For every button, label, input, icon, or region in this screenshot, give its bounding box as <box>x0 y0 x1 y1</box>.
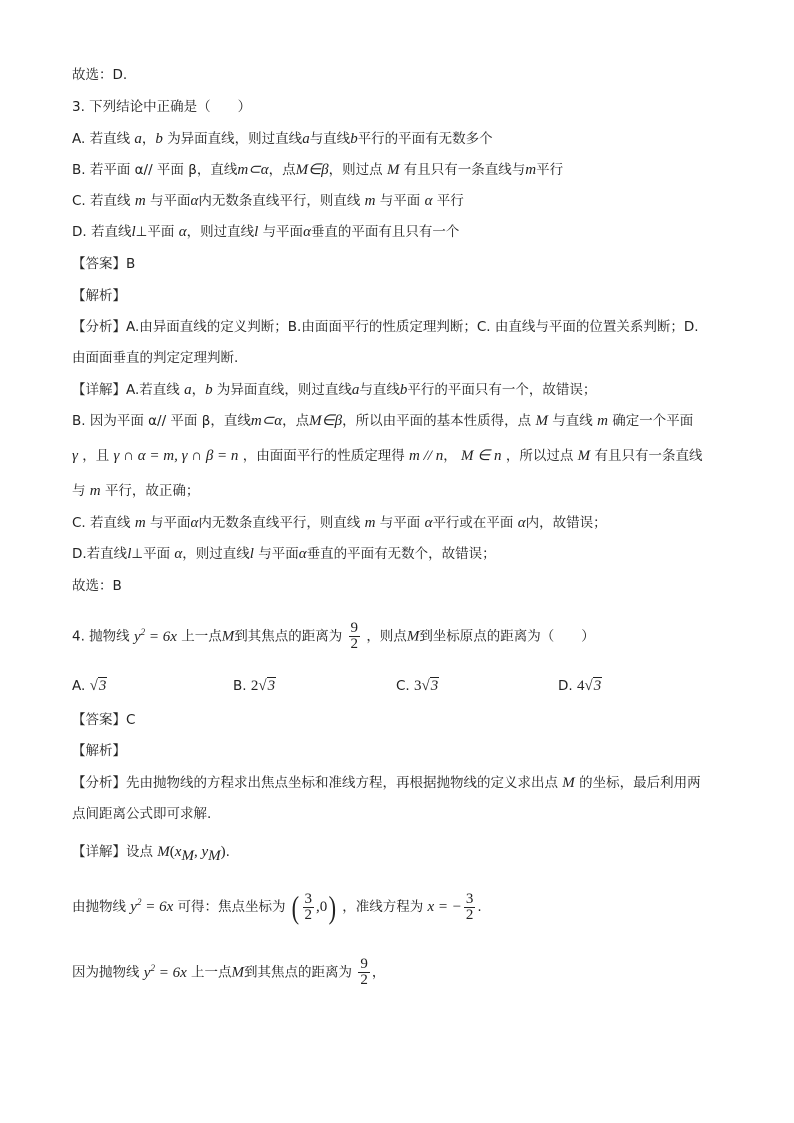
detail-4-line-3: 因为抛物线 $y^2 = 6x$ 上一点M到其焦点的距离为 $\frac{9}{2}$ ， <box>72 956 386 988</box>
math-intersection: γ ∩ α = m, γ ∩ β = n <box>113 448 239 464</box>
denominator: 2 <box>304 906 312 923</box>
math-M: M <box>231 964 245 981</box>
text: ，且 <box>82 448 110 464</box>
detail-4-line-1 <box>72 843 230 864</box>
detail-3-b-line-3 <box>72 482 199 500</box>
detail-4-line-2 <box>72 891 482 923</box>
text: 因为抛物线 <box>72 964 140 981</box>
text: 4. 抛物线 <box>72 628 130 645</box>
text: C. 若直线 <box>72 515 131 531</box>
text: 垂直的平面有无数个，故错误； <box>306 546 496 562</box>
text: ，点 <box>268 162 296 178</box>
text: 平行，故正确； <box>104 483 200 499</box>
question-3-stem <box>72 98 251 116</box>
text: A. 若直线 <box>72 131 131 147</box>
paren-left: ( <box>291 889 299 925</box>
numerator: 3 <box>465 890 474 907</box>
text: 到其焦点的距离为 <box>234 628 343 645</box>
text: C. 若直线 <box>72 193 131 209</box>
text: 点间距离公式即可求解. <box>72 806 212 822</box>
question-4-choice-b <box>233 677 276 695</box>
math-m-parallel-n: m // n <box>409 448 444 464</box>
question-3-option-a <box>72 130 493 148</box>
math-b: b <box>205 382 213 398</box>
math-M: M <box>577 448 591 464</box>
text: ，准线方程为 <box>342 899 424 915</box>
text: 【解析】 <box>72 743 126 759</box>
analysis-heading-4 <box>72 742 126 760</box>
text: ，则过直线 <box>186 224 255 240</box>
text: . <box>477 899 482 915</box>
sqrt-expression: 3√3 <box>414 678 439 694</box>
fraction-three-halves <box>464 892 476 923</box>
numerator: 9 <box>350 620 359 636</box>
text: 先由抛物线的方程求出焦点坐标和准线方程，再根据抛物线的定义求出点 <box>126 775 558 791</box>
math-alpha: α <box>298 546 307 562</box>
text: 为异面直线，则过直线 <box>167 131 303 147</box>
text: A.若直线 <box>126 382 180 398</box>
detail-3-a <box>72 381 596 399</box>
denominator: 2 <box>360 972 368 988</box>
radicand: 3 <box>593 678 602 694</box>
fraction-nine-halves <box>358 957 370 988</box>
text: 与直线 <box>359 382 400 398</box>
math-M-in-beta: M∈β <box>295 162 329 178</box>
math-point-coordinates: ($x_M$, $y_M$) <box>169 844 226 864</box>
math-alpha: α <box>303 224 311 240</box>
radicand: 3 <box>98 678 107 694</box>
text: 故选：B <box>72 578 122 594</box>
text: 内无数条直线平行，则直线 <box>198 193 361 209</box>
text: ，所以由平面的基本性质得，点 <box>342 413 532 429</box>
text: 【解析】 <box>72 288 126 304</box>
math-a: a <box>302 131 310 147</box>
text: 到其焦点的距离为 <box>244 964 353 981</box>
analysis-3-line-1 <box>72 318 699 336</box>
text: 【详解】 <box>72 382 126 398</box>
text: 有且只有一条直线 <box>594 448 703 464</box>
sqrt-expression: √3 <box>89 678 107 694</box>
text: 上一点 <box>191 964 232 981</box>
text: 有且只有一条直线与 <box>403 162 526 178</box>
math-b: b <box>155 131 163 147</box>
radicand: 3 <box>267 678 276 694</box>
math-m: m <box>364 193 376 209</box>
numerator: 9 <box>360 956 368 972</box>
choice-label: B. <box>233 678 247 694</box>
question-4-choice-c <box>396 677 439 695</box>
text: 内，故错误； <box>525 515 607 531</box>
denominator: 2 <box>465 906 474 923</box>
fraction-nine-halves <box>349 621 361 652</box>
text: ，则过点 <box>328 162 383 178</box>
analysis-4-line-2 <box>72 805 211 823</box>
math-m: m <box>89 483 101 499</box>
math-m: m <box>364 515 376 531</box>
math-parabola: $y^2 = 6x$ <box>143 962 187 981</box>
text: 平行或在平面 <box>432 515 514 531</box>
radicand: 3 <box>430 678 439 694</box>
math-m: m <box>597 413 608 429</box>
math-l: l <box>127 546 132 562</box>
answer-3 <box>72 255 135 273</box>
coefficient: 3 <box>414 678 422 694</box>
text: 与 <box>72 483 86 499</box>
text: 【分析】 <box>72 775 126 791</box>
text: 平行的平面只有一个，故错误； <box>407 382 597 398</box>
text: 垂直的平面有且只有一个 <box>310 224 460 240</box>
math-m: m <box>134 193 146 209</box>
text: ⊥平面 <box>131 546 171 562</box>
text: ，所以过点 <box>505 448 574 464</box>
denominator: 2 <box>350 636 359 652</box>
math-M-in-n: M ∈ n <box>461 448 502 464</box>
text: 为异面直线，则过直线 <box>216 382 352 398</box>
analysis-4-line-1 <box>72 774 701 792</box>
math-parabola: $y^2 = 6x$ <box>133 626 177 645</box>
text: 0 <box>319 899 328 915</box>
text: ，点 <box>282 413 310 429</box>
text: 与平面 <box>149 515 191 531</box>
math-l: l <box>131 224 136 240</box>
text: 与平面 <box>262 224 304 240</box>
math-M: M <box>406 628 420 645</box>
text: . <box>225 844 230 860</box>
analysis-3-line-2 <box>72 349 238 367</box>
math-alpha: α <box>424 193 433 209</box>
math-M-in-beta: M∈β <box>309 413 343 429</box>
math-m: m <box>525 162 537 178</box>
text: D. 若直线 <box>72 224 132 240</box>
math-alpha: α <box>424 515 433 531</box>
text: ，则过直线 <box>182 546 250 562</box>
answer-label: 【答案】 <box>72 256 126 272</box>
paren-right: ) <box>328 889 337 925</box>
text: 与平面 <box>379 193 421 209</box>
answer-value: C <box>126 712 136 728</box>
math-M: M <box>386 162 400 178</box>
text: 由面面垂直的判定定理判断. <box>72 350 239 366</box>
math-M: M <box>562 775 575 791</box>
detail-3-b-line-1 <box>72 412 693 430</box>
detail-3-b-line-2: γ ，且 γ ∩ α = m, γ ∩ β = n ，由面面平行的性质定理得 m // n， M ∈ n ，所以过点 M 有且只有一条直线 <box>72 448 703 464</box>
line-final-choice-d <box>72 66 127 84</box>
sqrt-expression: 4√3 <box>576 678 602 694</box>
math-b: b <box>350 131 358 147</box>
math-l: l <box>254 224 259 240</box>
math-a: a <box>134 131 142 147</box>
text: ， <box>191 382 206 398</box>
math-gamma: γ <box>72 448 78 464</box>
choice-label: A. <box>72 678 86 694</box>
text: 与平面 <box>258 546 299 562</box>
text: ，由面面平行的性质定理得 <box>242 448 405 464</box>
math-alpha: α <box>178 224 187 240</box>
math-m: m <box>134 515 146 531</box>
detail-3-c <box>72 514 607 532</box>
math-alpha: α <box>517 515 526 531</box>
question-3-option-b <box>72 161 563 179</box>
coefficient: 4 <box>576 678 585 694</box>
choice-label: C. <box>396 678 410 694</box>
text: 故选：D. <box>72 67 128 83</box>
math-m-subset-alpha: m⊂α <box>250 413 283 429</box>
text: ⊥平面 <box>135 224 175 240</box>
text: B. 因为平面 α// 平面 β，直线 <box>72 413 251 429</box>
answer-4 <box>72 711 135 729</box>
text: 平行 <box>436 193 464 209</box>
math-a: a <box>351 382 360 398</box>
math-a: a <box>184 382 192 398</box>
text: 与直线 <box>552 413 593 429</box>
text: 与平面 <box>379 515 421 531</box>
text: B. 若平面 α// 平面 β，直线 <box>72 162 238 178</box>
math-alpha: α <box>174 546 183 562</box>
question-3-option-c <box>72 192 464 210</box>
text: , <box>316 899 320 915</box>
text: 与平面 <box>149 193 191 209</box>
text: 内无数条直线平行，则直线 <box>198 515 361 531</box>
text: ， <box>141 131 156 147</box>
answer-label: 【答案】 <box>72 712 126 728</box>
math-directrix: x = − <box>427 899 462 915</box>
math-m-subset-alpha: m⊂α <box>237 162 269 178</box>
text: 【详解】 <box>72 844 126 860</box>
text: D.若直线 <box>72 546 128 562</box>
text: A.由异面直线的定义判断；B.由面面平行的性质定理判断；C. 由直线与平面的位置关系判断；D. <box>126 319 699 335</box>
math-M: M <box>535 413 548 429</box>
coefficient: 2 <box>250 678 259 694</box>
text: 平行的平面有无数多个 <box>357 131 493 147</box>
text: 3. 下列结论中正确是（ ） <box>72 99 252 115</box>
text: 平行 <box>536 162 564 178</box>
math-alpha: α <box>190 515 199 531</box>
fraction-three-halves <box>303 892 315 923</box>
math-alpha: α <box>190 193 199 209</box>
question-4-stem <box>72 621 595 652</box>
text: 到坐标原点的距离为（ ） <box>419 628 595 645</box>
question-3-option-d <box>72 223 459 241</box>
text: 设点 <box>126 844 153 860</box>
numerator: 3 <box>304 890 312 907</box>
analysis-heading-3 <box>72 287 126 305</box>
text: 【分析】 <box>72 319 126 335</box>
answer-value: B <box>126 256 136 272</box>
choice-label: D. <box>558 678 573 694</box>
math-M: M <box>157 844 170 860</box>
text: 上一点 <box>181 628 222 645</box>
sqrt-expression: 2√3 <box>250 678 276 694</box>
text: ，则点 <box>366 628 407 645</box>
math-M: M <box>221 628 235 645</box>
final-choice-3 <box>72 577 122 595</box>
math-parabola: $y^2 = 6x$ <box>130 897 174 915</box>
text: 可得：焦点坐标为 <box>177 899 286 915</box>
math-b: b <box>399 382 408 398</box>
text: 确定一个平面 <box>612 413 694 429</box>
question-4-choice-a <box>72 677 107 695</box>
text: 由抛物线 <box>72 899 126 915</box>
question-4-choice-d <box>558 677 602 695</box>
text: 与直线 <box>309 131 351 147</box>
detail-3-d <box>72 545 496 563</box>
math-l: l <box>249 546 254 562</box>
text: 的坐标，最后利用两 <box>579 775 701 791</box>
